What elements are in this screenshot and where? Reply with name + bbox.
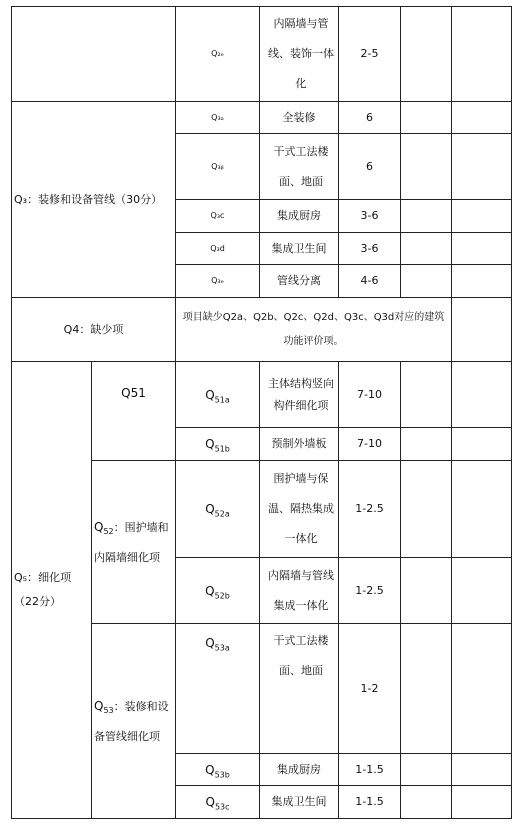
q4-description: 项目缺少Q2a、Q2b、Q2c、Q2d、Q3c、Q3d对应的建筑功能评价项。 — [176, 298, 452, 362]
item-name: 预制外墙板 — [260, 428, 339, 461]
category-q5: Q₅：细化项（22分） — [12, 362, 92, 819]
item-score: 1-2.5 — [339, 461, 401, 558]
blank-cell — [452, 7, 512, 102]
blank-cell — [401, 461, 452, 558]
subcategory-q53: $Q_{53}$：装修和设备管线细化项 — [92, 624, 176, 819]
item-name: 集成厨房 — [260, 754, 339, 786]
item-name: 内隔墙与管线、装饰一体化 — [260, 7, 339, 102]
blank-cell — [452, 786, 512, 819]
item-name: 干式工法楼面、地面 — [260, 624, 339, 754]
item-name: 内隔墙与管线集成一体化 — [260, 558, 339, 624]
item-name: 干式工法楼面、地面 — [260, 134, 339, 200]
item-score: 7-10 — [339, 428, 401, 461]
category-q3: Q₃：装修和设备管线（30分） — [12, 102, 176, 298]
item-name: 主体结构竖向构件细化项 — [260, 362, 339, 428]
blank-cell — [452, 102, 512, 134]
item-code: Q₂ₑ — [176, 7, 260, 102]
category-q4: Q4：缺少项 — [12, 298, 176, 362]
item-code: $Q_{53a}$ — [176, 624, 260, 754]
item-name: 集成卫生间 — [260, 786, 339, 819]
blank-cell — [452, 233, 512, 265]
item-code: $Q_{52b}$ — [176, 558, 260, 624]
item-score: 7-10 — [339, 362, 401, 428]
item-code: $Q_{51b}$ — [176, 428, 260, 461]
blank-cell — [401, 754, 452, 786]
item-code: Q₃d — [176, 233, 260, 265]
blank-cell — [452, 428, 512, 461]
item-name: 围护墙与保温、隔热集成一体化 — [260, 461, 339, 558]
blank-cell — [452, 134, 512, 200]
item-score: 1-2.5 — [339, 558, 401, 624]
blank-cell — [452, 200, 512, 233]
item-score: 1-2 — [339, 624, 401, 754]
item-code: $Q_{52a}$ — [176, 461, 260, 558]
item-name: 集成卫生间 — [260, 233, 339, 265]
blank-cell — [401, 134, 452, 200]
item-name: 全装修 — [260, 102, 339, 134]
blank-cell — [452, 558, 512, 624]
item-score: 3-6 — [339, 233, 401, 265]
item-score: 4-6 — [339, 265, 401, 298]
item-code: Q₃ₐ — [176, 102, 260, 134]
blank-cell — [452, 265, 512, 298]
blank-cell — [401, 102, 452, 134]
blank-cell — [401, 7, 452, 102]
item-score: 6 — [339, 134, 401, 200]
item-score: 1-1.5 — [339, 754, 401, 786]
item-score: 3-6 — [339, 200, 401, 233]
item-score: 2-5 — [339, 7, 401, 102]
item-name: 集成厨房 — [260, 200, 339, 233]
blank-cell — [401, 624, 452, 754]
blank-cell — [452, 362, 512, 428]
item-score: 6 — [339, 102, 401, 134]
category-cell-empty — [12, 7, 176, 102]
item-code: Q₃ₑ — [176, 265, 260, 298]
blank-cell — [401, 428, 452, 461]
item-code: $Q_{51a}$ — [176, 362, 260, 428]
item-code: $Q_{53b}$ — [176, 754, 260, 786]
blank-cell — [401, 233, 452, 265]
item-code: $Q_{53c}$ — [176, 786, 260, 819]
blank-cell — [401, 362, 452, 428]
blank-cell — [452, 461, 512, 558]
blank-cell — [401, 558, 452, 624]
blank-cell — [401, 786, 452, 819]
item-code: Q₃ᵦ — [176, 134, 260, 200]
item-score: 1-1.5 — [339, 786, 401, 819]
blank-cell — [452, 624, 512, 754]
blank-cell — [452, 754, 512, 786]
item-code: Q₃c — [176, 200, 260, 233]
item-name: 管线分离 — [260, 265, 339, 298]
subcategory-q51: Q51 — [92, 362, 176, 461]
evaluation-table — [11, 6, 512, 819]
subcategory-q52: $Q_{52}$：围护墙和内隔墙细化项 — [92, 461, 176, 624]
blank-cell — [401, 265, 452, 298]
blank-cell — [401, 200, 452, 233]
blank-cell — [452, 298, 512, 362]
